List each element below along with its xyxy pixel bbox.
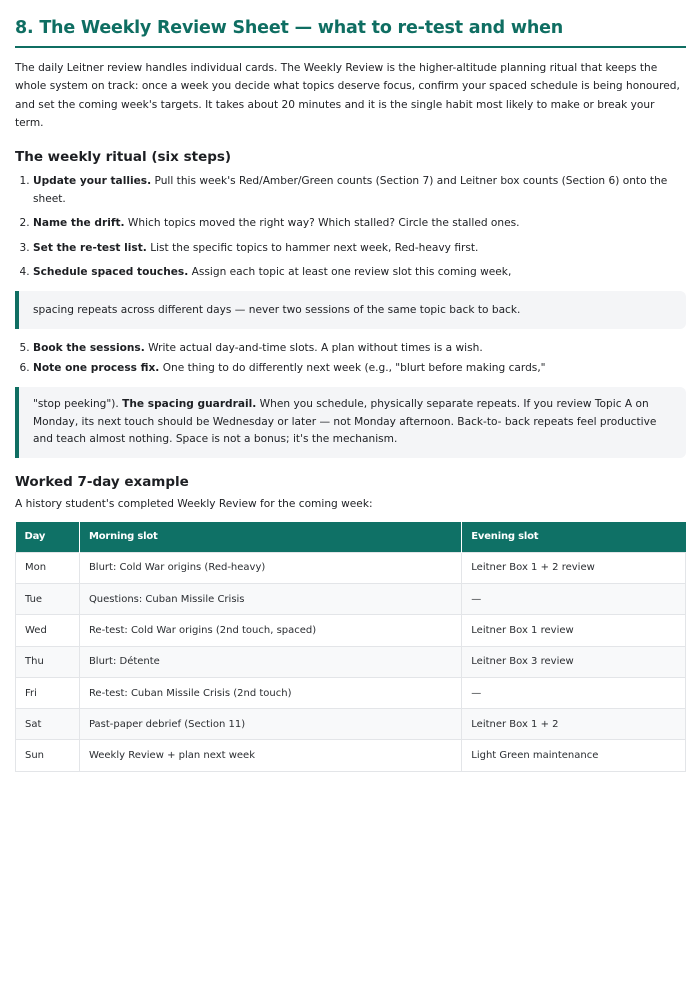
column-header-morning: Morning slot (79, 522, 461, 553)
column-header-evening: Evening slot (462, 522, 686, 553)
ritual-heading: The weekly ritual (six steps) (15, 149, 232, 166)
evening-cell: Leitner Box 1 + 2 (462, 709, 686, 740)
morning-cell: Questions: Cuban Missile Crisis (79, 583, 461, 614)
ritual-step (33, 173, 686, 208)
step-title: Name the drift. (33, 217, 125, 230)
morning-cell: Blurt: Détente (79, 646, 461, 677)
step-text: Assign each topic at least one review slot this coming week, (188, 266, 512, 279)
ritual-step (33, 215, 686, 233)
morning-cell: Re-test: Cold War origins (2nd touch, spaced) (79, 615, 461, 646)
day-cell: Fri (16, 677, 80, 708)
evening-cell: Light Green maintenance (462, 740, 686, 771)
morning-cell: Blurt: Cold War origins (Red-heavy) (79, 552, 461, 583)
step-text: List the specific topics to hammer next week, Red-heavy first. (146, 241, 479, 254)
intro-paragraph: The daily Leitner review handles individual cards. The Weekly Review is the higher-altitude planning ritual that keeps the whole system on track: once a week you decide what topics deserve focus, confirm your spaced schedule is being honoured, and set the coming week's targets. It takes about 20 minutes and it is the single habit most likely to make or break your term. (15, 62, 680, 129)
table-row (16, 615, 686, 646)
callout-title: The spacing guardrail. (122, 398, 257, 411)
table-row (16, 646, 686, 677)
ritual-step (33, 264, 686, 282)
day-cell: Thu (16, 646, 80, 677)
worked-example-heading: Worked 7-day example (15, 473, 189, 490)
column-header-day: Day (16, 522, 80, 553)
ritual-step (33, 360, 686, 378)
ritual-step (33, 340, 686, 358)
step-title: Update your tallies. (33, 175, 152, 188)
step-text: One thing to do differently next week (e.g., "blurt before making cards," (159, 361, 546, 374)
weekly-schedule-table (15, 522, 686, 772)
day-cell: Wed (16, 615, 80, 646)
evening-cell: Leitner Box 1 review (462, 615, 686, 646)
table-row (16, 740, 686, 771)
step-title: Set the re-test list. (33, 241, 147, 254)
callout-lead: "stop peeking"). (33, 398, 123, 411)
section-heading: 8. The Weekly Review Sheet — what to re-test and when (15, 0, 686, 48)
ritual-steps-list-continued (15, 340, 686, 377)
step-text: Pull this week's Red/Amber/Green counts (Section 7) and Leitner box counts (Section 6) onto the sheet. (33, 175, 668, 205)
step-title: Schedule spaced touches. (33, 266, 189, 279)
ritual-step (33, 240, 686, 258)
evening-cell: — (462, 583, 686, 614)
step-text: Write actual day-and-time slots. A plan without times is a wish. (144, 342, 483, 355)
evening-cell: Leitner Box 3 review (462, 646, 686, 677)
table-row (16, 583, 686, 614)
worked-example-lead: A history student's completed Weekly Review for the coming week: (15, 497, 373, 510)
guardrail-callout (15, 387, 686, 458)
day-cell: Sat (16, 709, 80, 740)
table-row (16, 677, 686, 708)
step-title: Note one process fix. (33, 361, 160, 374)
day-cell: Sun (16, 740, 80, 771)
day-cell: Mon (16, 552, 80, 583)
day-cell: Tue (16, 583, 80, 614)
callout-text: spacing repeats across different days — never two sessions of the same topic back to back. (33, 303, 521, 316)
ritual-steps-list (15, 173, 686, 282)
table-header-row (16, 522, 686, 553)
callout-text: When you schedule, physically separate repeats. If you review Topic A on Monday, its next touch should be Wednesday or later — not Monday afternoon. Back-to- back repeats feel productive and teach almost nothing. Space is not a bonus; it's the mechanism. (33, 398, 657, 446)
table-row (16, 709, 686, 740)
morning-cell: Re-test: Cuban Missile Crisis (2nd touch) (79, 677, 461, 708)
evening-cell: — (462, 677, 686, 708)
morning-cell: Past-paper debrief (Section 11) (79, 709, 461, 740)
morning-cell: Weekly Review + plan next week (79, 740, 461, 771)
table-row (16, 552, 686, 583)
evening-cell: Leitner Box 1 + 2 review (462, 552, 686, 583)
spacing-callout (15, 291, 686, 330)
step-title: Book the sessions. (33, 342, 145, 355)
step-text: Which topics moved the right way? Which stalled? Circle the stalled ones. (124, 217, 520, 230)
